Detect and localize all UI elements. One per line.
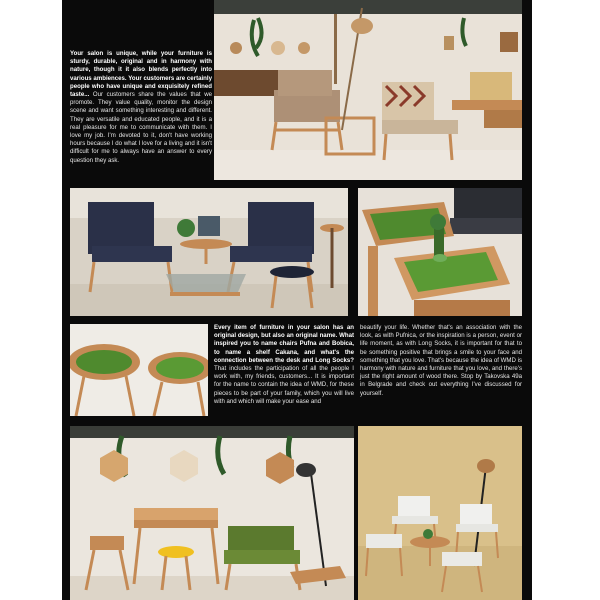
photo-desk-green-sofa — [70, 426, 354, 600]
photo-moss-table — [358, 188, 522, 316]
article-column-1 — [70, 50, 212, 165]
photo-navy-armchairs — [70, 188, 348, 316]
article-column-2 — [214, 324, 354, 406]
answer-2-continued: beautify your life. Whether that's an association with the look, as with Pufnica, or the inspiration is a person, event or life moment, as with Long Socks, it is important for that to be something positive that brings a smile to your face and something that you love. That's because the idea of WMD is harmony with nature and furniture that you love, and there's just the right amount of wood there. Stop by Takovska 49a in Belgrade and check out everything I've discussed for yourself. — [360, 324, 522, 397]
answer-1: Our customers share the values that we promote. They value quality, monitor the design scene and want something interesting and different. They are versatile and educated people, and it is a real pleasure for me to communicate with them. I love my job. I'm devoted to it, don't have working hours because I do what I love for a living and it isn't difficult for me to always have an answer to every question they ask. — [70, 91, 212, 164]
question-2: Every item of furniture in your salon has an original design, but also an original name. What inspired you to name chairs Pufna and Bobica, to name a shelf Cakana, and what's the connection between the desk and Long Socks? — [214, 324, 354, 364]
answer-2: That includes the participation of all the people I work with, my friends, customers... It is important for the name to contain the idea of WMD, for these pieces to be part of your family, which you will live with and which will make your ease and — [214, 365, 354, 405]
photo-moss-tables-detail — [70, 324, 208, 416]
photo-salon-showroom — [214, 0, 522, 180]
article-column-3 — [360, 324, 522, 398]
magazine-page — [62, 0, 532, 600]
question-1: Your salon is unique, while your furniture is sturdy, durable, original and in harmony with nature, though it it also blends perfectly into various ambiences. Your customers are certainly people who have unique and exquisitely refined taste... — [70, 50, 212, 99]
photo-white-chairs — [358, 426, 522, 600]
